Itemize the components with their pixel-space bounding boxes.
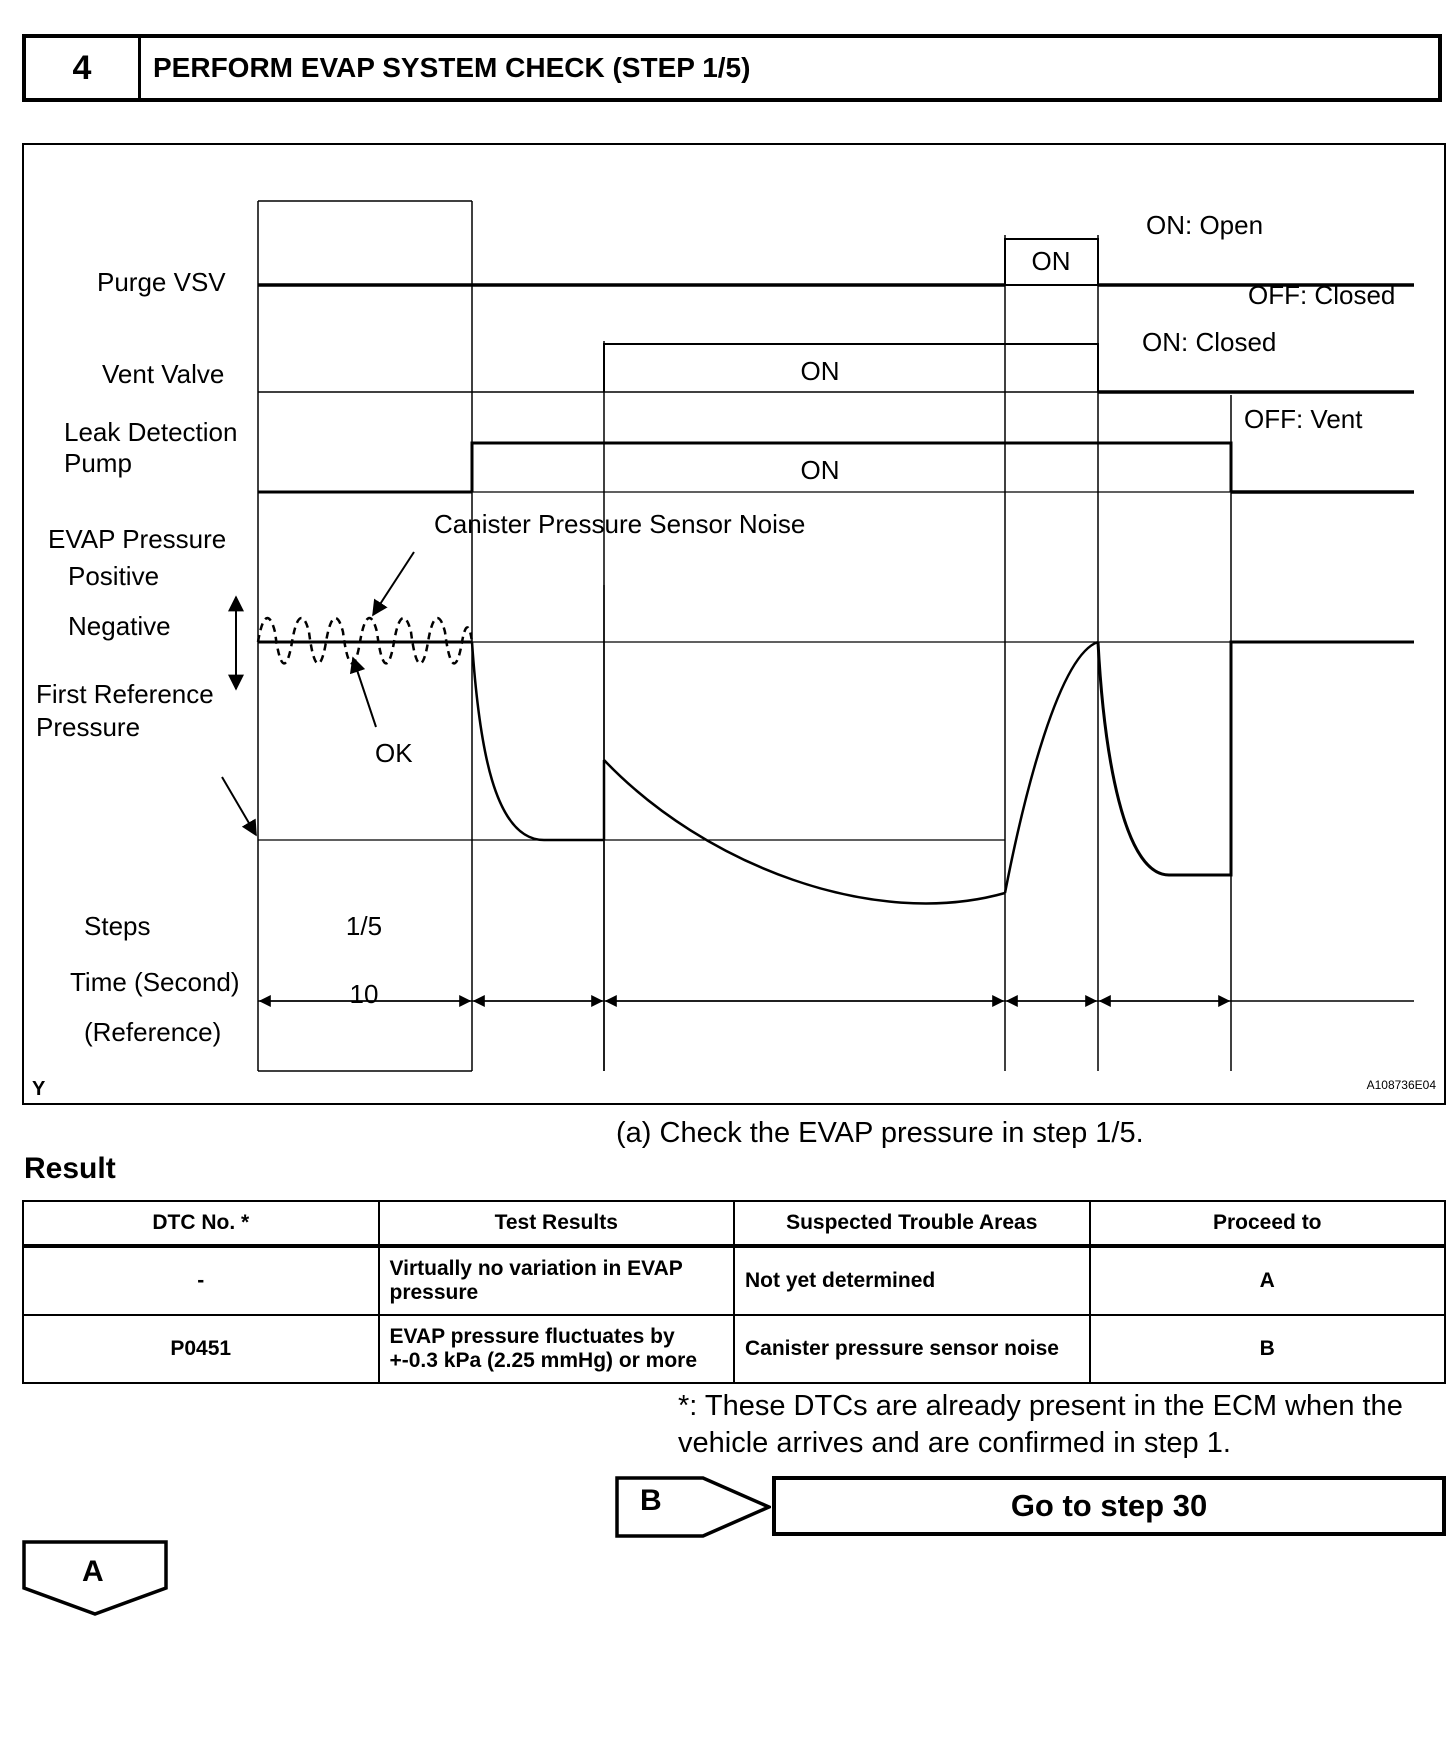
branch-b-label: B	[640, 1484, 662, 1517]
noise-annotation: Canister Pressure Sensor Noise	[434, 509, 806, 539]
phase-separators	[604, 235, 1231, 1071]
col-proceed: Proceed to	[1090, 1201, 1446, 1246]
cell-area: Canister pressure sensor noise	[734, 1315, 1090, 1383]
cell-proceed: A	[1090, 1246, 1446, 1315]
label-positive: Positive	[68, 561, 160, 591]
axis-steps-label: Steps	[84, 911, 151, 941]
branch-a-label: A	[82, 1555, 104, 1588]
cell-dtc: -	[23, 1246, 379, 1315]
label-leak-pump-1: Leak Detection	[64, 417, 238, 447]
label-negative: Negative	[68, 611, 171, 641]
label-first-ref-1: First Reference	[36, 679, 214, 709]
axis-time-value: 10	[349, 979, 379, 1009]
vent-on-box-label: ON	[800, 356, 840, 386]
annotation-arrows	[222, 552, 414, 835]
step-number: 4	[26, 38, 141, 98]
figure-corner-y: Y	[32, 1078, 46, 1100]
cell-dtc: P0451	[23, 1315, 379, 1383]
purge-on-state: ON: Open	[1146, 210, 1264, 240]
vent-off-state: OFF: Vent	[1244, 404, 1363, 434]
pump-on-box-label: ON	[800, 455, 840, 485]
label-evap-pressure: EVAP Pressure	[48, 524, 227, 554]
label-vent-valve: Vent Valve	[102, 359, 225, 389]
vent-on-state: ON: Closed	[1142, 327, 1277, 357]
cell-area: Not yet determined	[734, 1246, 1090, 1315]
col-dtc: DTC No. *	[23, 1201, 379, 1246]
purge-vsv-signal	[258, 239, 1414, 285]
result-table	[22, 1200, 1446, 1384]
cell-proceed: B	[1090, 1315, 1446, 1383]
label-leak-pump-2: Pump	[64, 448, 132, 478]
step-header	[22, 34, 1442, 102]
figure-id: A108736E04	[1366, 1078, 1436, 1092]
ok-annotation: OK	[375, 738, 413, 768]
axis-time-label: Time (Second)	[70, 967, 240, 997]
go-to-step-button[interactable]: Go to step 30	[772, 1476, 1446, 1536]
purge-off-state: OFF: Closed	[1248, 280, 1396, 310]
evap-pressure-curve	[258, 618, 1414, 903]
instruction-text: (a) Check the EVAP pressure in step 1/5.	[616, 1117, 1144, 1149]
table-header-row	[23, 1201, 1445, 1246]
label-purge-vsv: Purge VSV	[97, 267, 226, 297]
cell-test: Virtually no variation in EVAP pressure	[379, 1246, 735, 1315]
purge-on-box-label: ON	[1031, 246, 1071, 276]
label-first-ref-2: Pressure	[36, 712, 141, 742]
col-suspected-areas: Suspected Trouble Areas	[734, 1201, 1090, 1246]
cell-test: EVAP pressure fluctuates by +-0.3 kPa (2.25 mmHg) or more	[379, 1315, 735, 1383]
axis-step-value: 1/5	[345, 911, 383, 941]
footnote: *: These DTCs are already present in the ECM when the vehicle arrives and are confirmed in step 1.	[678, 1390, 1403, 1459]
timing-diagram	[22, 143, 1446, 1105]
result-label: Result	[24, 1152, 116, 1185]
table-row	[23, 1246, 1445, 1315]
col-test-results: Test Results	[379, 1201, 735, 1246]
table-row	[23, 1315, 1445, 1383]
axis-reference-label: (Reference)	[84, 1017, 222, 1047]
step-title: PERFORM EVAP SYSTEM CHECK (STEP 1/5)	[153, 52, 751, 83]
branch-b-arrow-box[interactable]	[615, 1476, 771, 1538]
timing-diagram-svg	[24, 145, 1448, 1107]
